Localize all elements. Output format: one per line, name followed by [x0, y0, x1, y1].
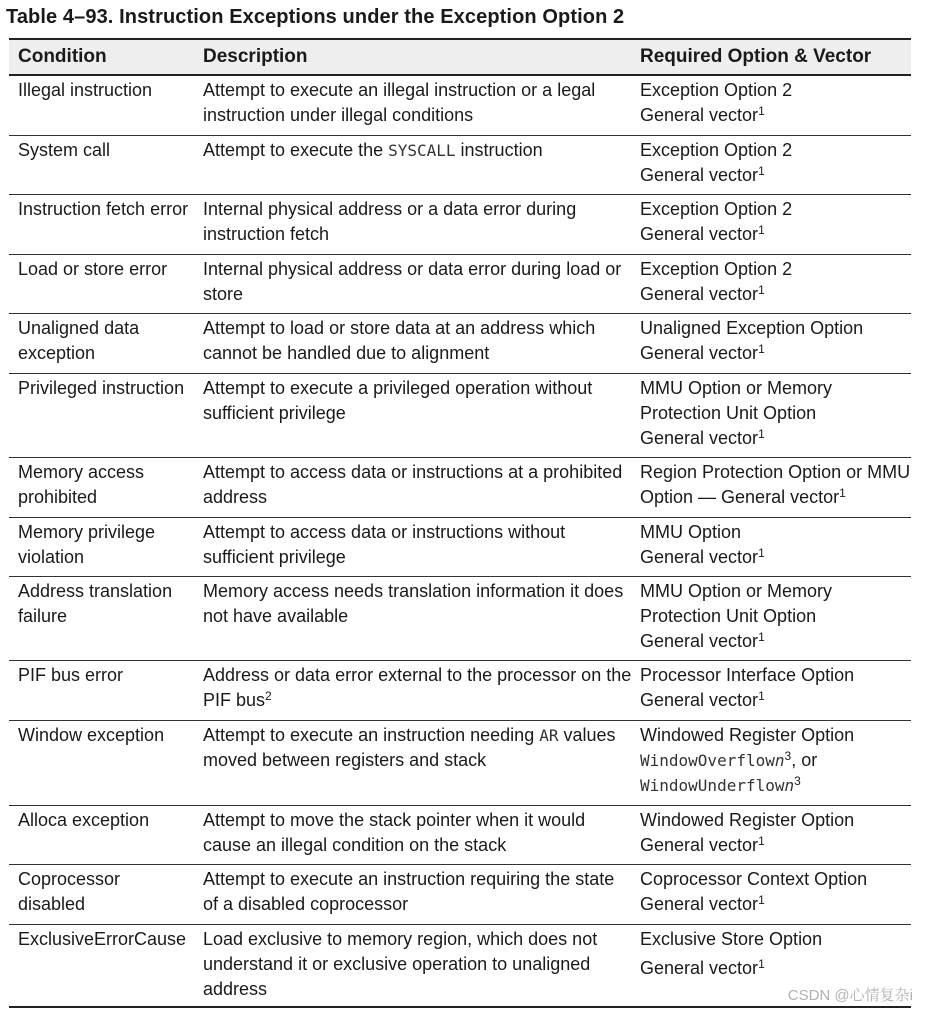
table-row [9, 517, 911, 576]
option-line: Protection Unit Option [640, 402, 817, 423]
vector-line: General vector$^1$ [640, 892, 765, 914]
table-row [9, 254, 911, 313]
footnote-ref: 1 [839, 485, 846, 500]
table-row [9, 805, 911, 864]
description-line: Attempt to execute an instruction needing AR values [203, 724, 616, 745]
option-cell [631, 254, 911, 313]
description-cell: Load exclusive to memory region, which does not understand it or exclusive operation to unaligned address [194, 924, 631, 1007]
description-cell: Attempt to execute a privileged operation without sufficient privilege [194, 373, 631, 457]
option-cell [631, 194, 911, 254]
footnote-ref: 1 [758, 956, 765, 971]
option-cell [631, 720, 911, 805]
vector-line: General vector$^1$ [640, 426, 765, 448]
footnote-ref: 1 [758, 545, 765, 560]
option-line: MMU Option [640, 521, 742, 542]
instruction-exceptions-table [9, 38, 911, 1008]
table-row [9, 457, 911, 517]
description-cell: Attempt to execute an instruction requiring the state of a disabled coprocessor [194, 864, 631, 924]
option-line: Unaligned Exception Option [640, 317, 864, 338]
condition-cell: Memory access prohibited [9, 457, 194, 517]
description-cell: Memory access needs translation information it does not have available [194, 576, 631, 660]
footnote-ref: 1 [758, 892, 765, 907]
description-cell: Internal physical address or data error during load or store [194, 254, 631, 313]
footnote-ref: 1 [758, 222, 765, 237]
condition-cell: Address translation failure [9, 576, 194, 660]
vector-line: General vector$^1$ [640, 545, 765, 567]
condition-cell: Illegal instruction [9, 75, 194, 135]
vector-line: General vector$^1$ [640, 688, 765, 710]
description-line: moved between registers and stack [203, 749, 487, 770]
column-header-option: Required Option & Vector [631, 39, 911, 75]
footnote-ref: 1 [758, 688, 765, 703]
condition-cell: Unaligned data exception [9, 313, 194, 373]
footnote-ref: 1 [758, 163, 765, 178]
footnote-ref: 1 [758, 426, 765, 441]
table-row [9, 924, 911, 1007]
condition-cell: Instruction fetch error [9, 194, 194, 254]
column-header-description: Description [194, 39, 631, 75]
window-overflow-line: WindowOverflown$^3$, or [640, 748, 818, 770]
option-line: Windowed Register Option [640, 724, 855, 745]
description-cell: Attempt to execute the SYSCALL instruction [194, 135, 631, 194]
table-caption: Table 4–93. Instruction Exceptions under the Exception Option 2 [6, 6, 625, 28]
option-line: Processor Interface Option [640, 664, 855, 685]
footnote-ref: 1 [758, 282, 765, 297]
option-line: Exception Option 2 [640, 198, 793, 219]
option-line: MMU Option or Memory [640, 377, 833, 398]
vector-line: General vector$^1$ [640, 629, 765, 651]
table-row [9, 313, 911, 373]
table-row [9, 576, 911, 660]
description-cell: Attempt to access data or instructions without sufficient privilege [194, 517, 631, 576]
watermark: CSDN @心情复杂i [787, 987, 913, 1004]
table-row [9, 720, 911, 805]
condition-cell: Window exception [9, 720, 194, 805]
option-cell [631, 313, 911, 373]
description-cell [194, 720, 631, 805]
description-cell: Attempt to access data or instructions at a prohibited address [194, 457, 631, 517]
condition-cell: System call [9, 135, 194, 194]
condition-cell: Memory privilege violation [9, 517, 194, 576]
ar-code: AR [539, 725, 559, 745]
table-row [9, 194, 911, 254]
syscall-code: SYSCALL [388, 140, 456, 160]
option-line: Protection Unit Option [640, 605, 817, 626]
condition-cell: ExclusiveErrorCause [9, 924, 194, 1007]
condition-cell: Coprocessor disabled [9, 864, 194, 924]
description-cell [194, 660, 631, 720]
vector-line: General vector$^1$ [640, 341, 765, 363]
vector-line: General vector$^1$ [640, 163, 765, 185]
vector-line: General vector$^1$ [640, 956, 765, 978]
table-row [9, 135, 911, 194]
footnote-ref: 1 [758, 341, 765, 356]
description-line: Address or data error external to the processor on the [203, 664, 632, 685]
column-header-condition: Condition [9, 39, 194, 75]
vector-line: Option — General vector$^1$ [640, 485, 846, 507]
option-line: Exclusive Store Option [640, 928, 823, 949]
vector-line: General vector$^1$ [640, 104, 765, 125]
footnote-ref: 3 [794, 773, 801, 788]
description-cell: Internal physical address or a data error during instruction fetch [194, 194, 631, 254]
option-cell [631, 864, 911, 924]
condition-cell: Privileged instruction [9, 373, 194, 457]
condition-cell: PIF bus error [9, 660, 194, 720]
condition-cell: Load or store error [9, 254, 194, 313]
description-cell: Attempt to move the stack pointer when it would cause an illegal condition on the stack [194, 805, 631, 864]
option-line: Region Protection Option or MMU [640, 461, 911, 482]
option-cell [631, 75, 911, 135]
vector-line: General vector$^1$ [640, 282, 765, 304]
vector-line: General vector$^1$ [640, 222, 765, 244]
option-cell [631, 373, 911, 457]
table-row [9, 75, 911, 135]
option-line: Exception Option 2 [640, 258, 793, 279]
window-underflow-line: WindowUnderflown$^3$ [640, 773, 801, 795]
option-cell [631, 517, 911, 576]
condition-cell: Alloca exception [9, 805, 194, 864]
footnote-ref: 1 [758, 104, 765, 118]
option-line: MMU Option or Memory [640, 580, 833, 601]
option-line: Coprocessor Context Option [640, 868, 868, 889]
option-line: Exception Option 2 [640, 139, 793, 160]
option-cell [631, 135, 911, 194]
option-cell [631, 576, 911, 660]
footnote-ref: 1 [758, 629, 765, 644]
table-row [9, 864, 911, 924]
option-cell [631, 457, 911, 517]
option-cell [631, 805, 911, 864]
footnote-ref: 3 [784, 748, 792, 763]
option-line: Exception Option 2 [640, 80, 793, 100]
option-line: Windowed Register Option [640, 809, 855, 830]
description-cell: Attempt to execute an illegal instruction or a legal instruction under illegal conditions [194, 75, 631, 135]
description-line: PIF bus$^2$ [203, 688, 272, 710]
vector-line: General vector$^1$ [640, 833, 765, 855]
footnote-ref: 2 [265, 688, 272, 703]
table-row [9, 373, 911, 457]
option-cell [631, 660, 911, 720]
table-header-row [9, 39, 911, 75]
description-cell: Attempt to load or store data at an address which cannot be handled due to alignment [194, 313, 631, 373]
footnote-ref: 1 [758, 833, 765, 848]
table-row [9, 660, 911, 720]
